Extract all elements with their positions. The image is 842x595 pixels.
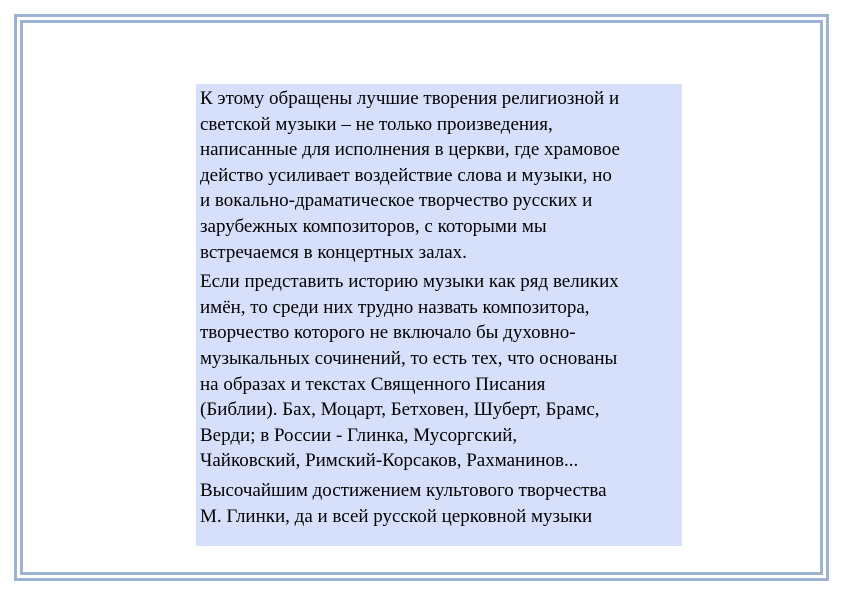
paragraph-1: К этому обращены лучшие творения религиозной и светской музыки – не только произведения, написанные для исполнения в церкви, где храмовое действо усиливает воздействие слова и музыки, но и вокально-драматическое творчество русских и зарубежных композиторов, с которыми мы встречаемся в концертных залах. bbox=[200, 88, 620, 263]
text-box bbox=[196, 84, 682, 546]
paragraph-3: Высочайшим достижением культового творчества М. Глинки, да и всей русской церковной музыки bbox=[200, 479, 607, 527]
paragraph-2: Если представить историю музыки как ряд великих имён, то среди них трудно назвать композитора, творчество которого не включало бы духовно- музыкальных сочинений, то есть тех, что основаны на образах и текстах Священного Писания (Библии). Бах, Моцарт, Бетховен, Шуберт, Брамс, Верди; в России - Глинка, Мусоргский, Чайковский, Римский-Корсаков, Рахманинов... bbox=[200, 271, 619, 472]
